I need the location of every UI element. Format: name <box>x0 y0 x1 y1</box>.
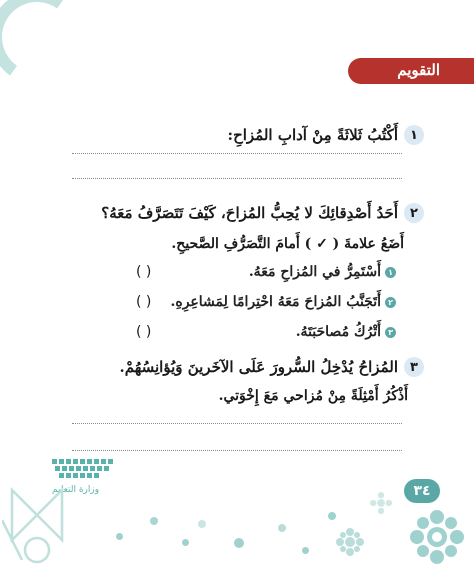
decorative-dot <box>116 533 123 540</box>
rosette-decoration-icon <box>336 528 364 556</box>
checkbox-parentheses[interactable]: ( ) <box>136 294 152 310</box>
option-text: أَتَجَنَّبُ المُزاحَ مَعَهُ احْتِرامًا لِمَشاعِرِهِ. <box>170 294 381 310</box>
question-2-text: أَحَدُ أَصْدِقائِكَ لا يُحِبُّ المُزاحَ، كَيْفَ تَتَصَرَّفُ مَعَهُ؟ <box>101 204 398 222</box>
question-1 <box>228 125 424 145</box>
section-banner <box>348 58 474 84</box>
option-text: أَتْرُكُ مُصاحَبَتَهُ. <box>295 324 381 340</box>
decorative-dot <box>182 539 189 546</box>
option-number-badge: ٣ <box>385 327 396 338</box>
option-number-badge: ١ <box>385 267 396 278</box>
question-3-text: المُزاحُ يُدْخِلُ السُّرورَ عَلَى الآخَرينَ وَيُؤانِسُهُمْ. <box>119 358 398 376</box>
option-number-badge: ٢ <box>385 297 396 308</box>
question-3 <box>119 357 424 377</box>
checkbox-parentheses[interactable]: ( ) <box>136 264 152 280</box>
geometric-pattern-icon <box>2 480 72 569</box>
decorative-dot <box>150 517 158 525</box>
option-1 <box>249 264 396 280</box>
decorative-dot <box>234 538 244 548</box>
answer-line[interactable] <box>72 450 402 451</box>
ministry-name: وزارة التعليم <box>52 485 100 495</box>
question-1-text: أَكْتُبُ ثَلاثَةً مِنْ آدابِ المُزاحِ: <box>227 126 398 144</box>
decorative-dot <box>328 512 336 520</box>
section-title: التقويم <box>397 61 440 79</box>
answer-line[interactable] <box>72 423 402 424</box>
question-1-number: ١ <box>404 125 424 145</box>
answer-line[interactable] <box>72 153 402 154</box>
answer-line[interactable] <box>72 178 402 179</box>
rosette-decoration-icon <box>370 492 392 514</box>
option-3 <box>296 324 396 340</box>
question-2-number: ٢ <box>404 203 424 223</box>
option-2 <box>171 294 397 310</box>
decorative-dot <box>302 547 309 554</box>
corner-decoration <box>0 0 91 91</box>
decorative-dot <box>278 524 286 532</box>
question-2 <box>101 203 424 223</box>
question-2-instruction: أَضَعُ علامةَ ( ✓ ) أَمامَ التَّصَرُّفِ الصَّحيحِ. <box>171 236 404 252</box>
question-3-number: ٣ <box>404 357 424 377</box>
page-number: ٣٤ <box>404 479 440 503</box>
question-3-instruction: أَذْكُرُ أَمْثِلَةً مِنْ مُزاحي مَعَ إِخْوَتي. <box>218 388 408 404</box>
decorative-dot <box>198 520 206 528</box>
option-text: أَسْتَمِرُّ في المُزاحِ مَعَهُ. <box>248 264 381 280</box>
rosette-decoration-icon <box>410 510 464 564</box>
checkbox-parentheses[interactable]: ( ) <box>136 324 152 340</box>
